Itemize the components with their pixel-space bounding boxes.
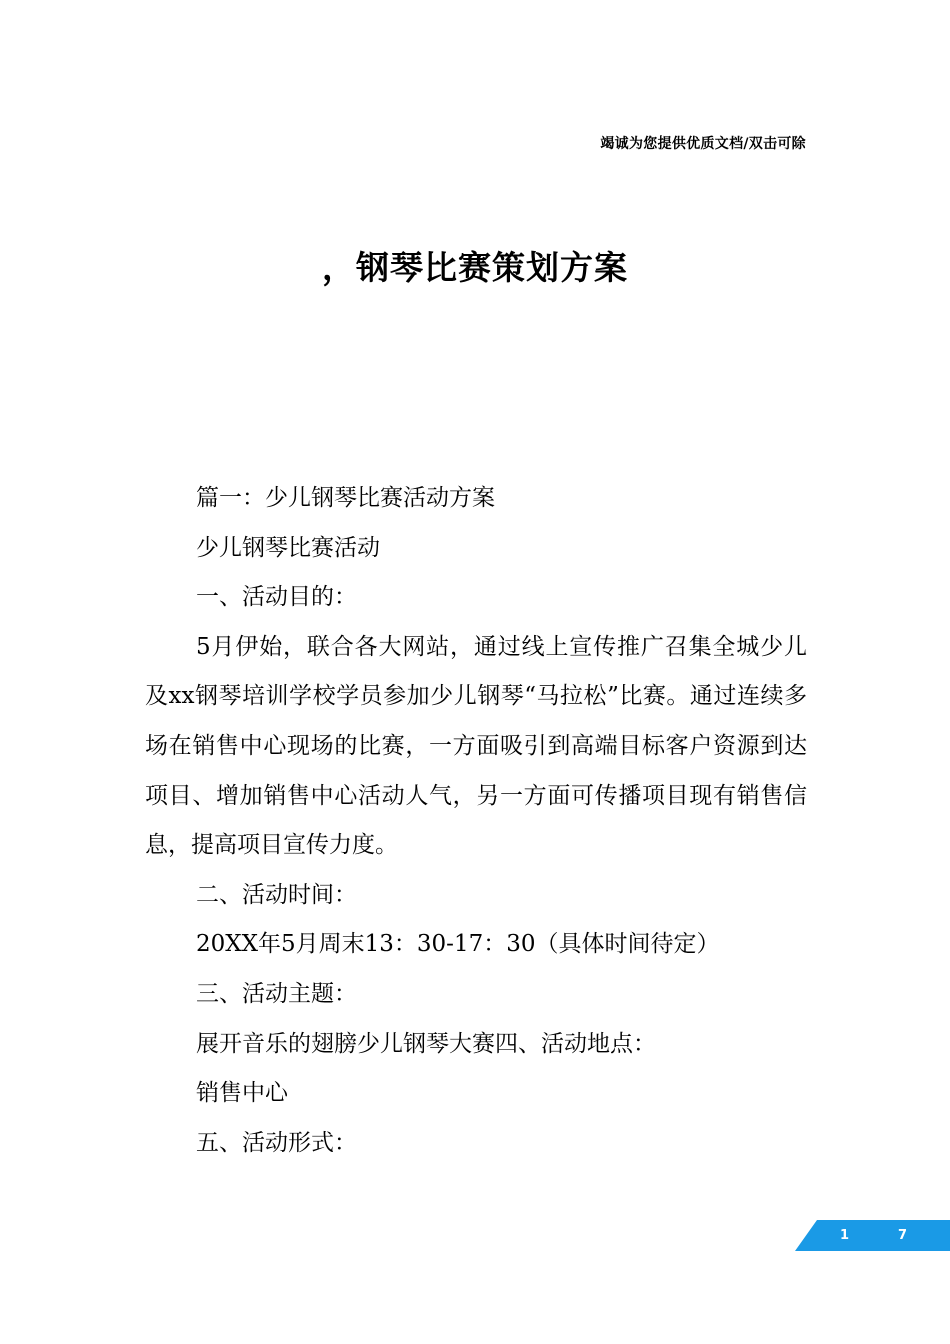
document-body — [145, 474, 807, 1168]
page-total-number: 7 — [898, 1228, 908, 1243]
section-heading: 篇一：少儿钢琴比赛活动方案 — [196, 485, 495, 511]
header-note: 竭诚为您提供优质文档/双击可除 — [600, 136, 806, 152]
theme-value: 展开音乐的翅膀少儿钢琴大赛四、活动地点： — [196, 1030, 656, 1057]
heading-time: 二、活动时间： — [196, 881, 357, 908]
purpose-paragraph: 5月伊始，联合各大网站，通过线上宣传推广召集全城少儿及xx钢琴培训学校学员参加少儿钢琴“马拉松”比赛。通过连续多场在销售中心现场的比赛，一方面吸引到高端目标客户资源到达项目、增加销售中心活动人气，另一方面可传播项目现有销售信息，提高项目宣传力度。 — [145, 633, 807, 859]
page-indicator-tab — [795, 1220, 950, 1251]
subtitle-line: 少儿钢琴比赛活动 — [196, 534, 380, 561]
time-value: 20XX年5月周末13：30-17：30（具体时间待定） — [196, 931, 720, 958]
document-title: ，钢琴比赛策划方案 — [322, 248, 628, 287]
page-current-number: 1 — [840, 1228, 850, 1243]
heading-format: 五、活动形式： — [196, 1129, 357, 1156]
heading-purpose: 一、活动目的： — [196, 584, 357, 611]
heading-theme: 三、活动主题： — [196, 980, 357, 1007]
location-value: 销售中心 — [196, 1080, 288, 1107]
